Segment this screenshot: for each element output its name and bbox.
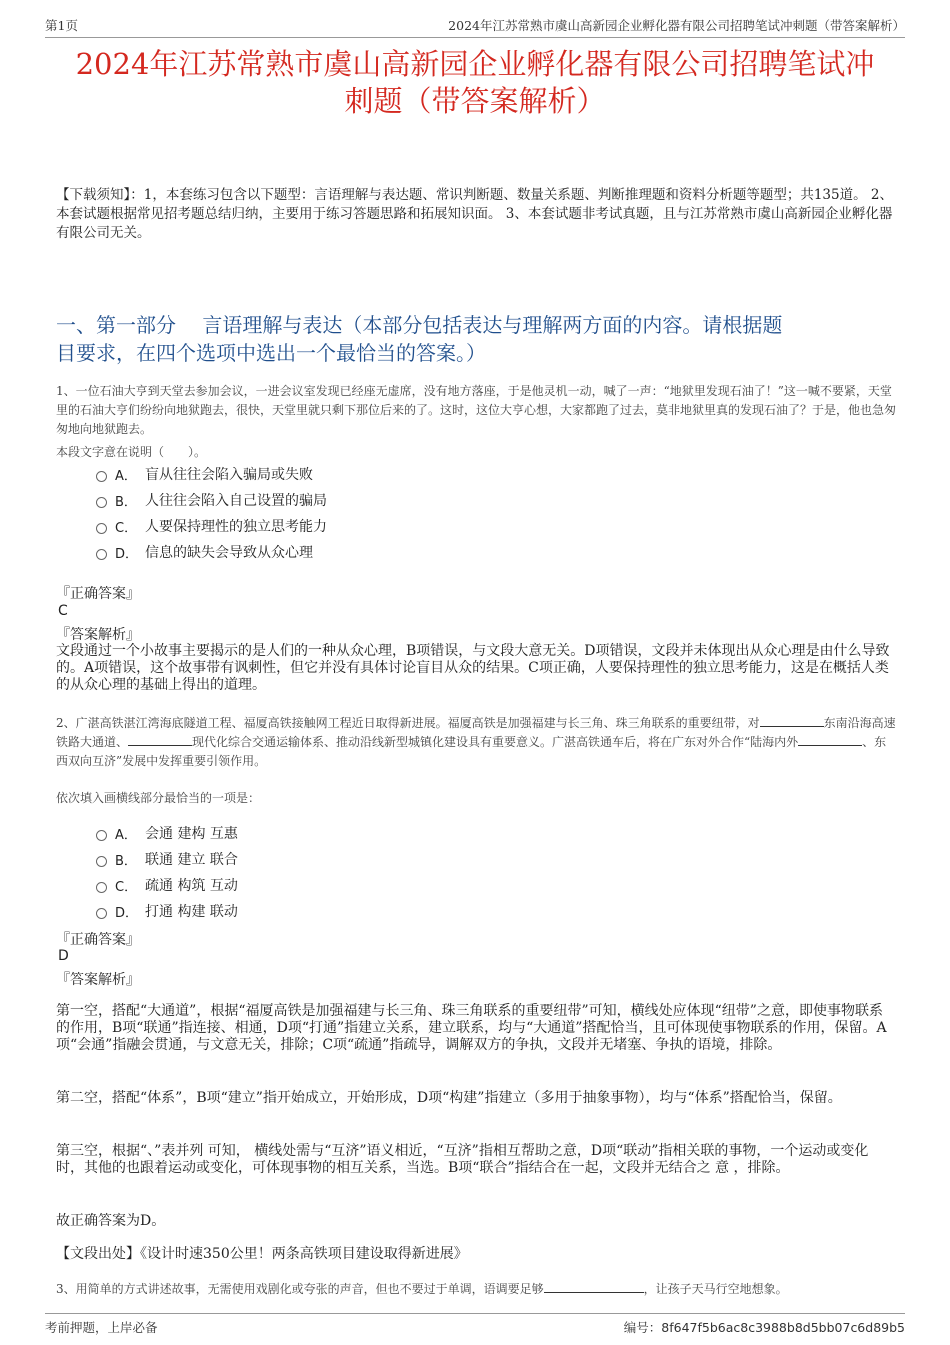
- page-number: 第1页: [45, 18, 78, 33]
- header-doc-title: 2024年江苏常熟市虞山高新园企业孵化器有限公司招聘笔试冲刺题（带答案解析）: [448, 18, 905, 33]
- analysis-paragraph-2: 第二空，搭配“体系”，B项“建立”指开始成立，开始形成，D项“构建”指建立（多用于抽象事物），均与“体系”搭配恰当，保留。: [56, 1090, 842, 1106]
- document-code: 编号：8f647f5b6ac8c3988b8d5bb07c6d89b5: [623, 1320, 905, 1335]
- fill-blank: [760, 714, 824, 727]
- option-c[interactable]: C． 疏通 构筑 互动: [96, 872, 596, 898]
- question-2-prompt: 依次填入画横线部分最恰当的一项是：: [56, 791, 261, 805]
- question-3-text: 3、用简单的方式讲述故事，无需使用戏剧化或夸张的声音，但也不要过于单调，语调要足够 ，让孩子天马行空地想象。: [56, 1282, 788, 1296]
- fill-blank: [798, 733, 862, 746]
- analysis-label: 『答案解析』: [56, 972, 140, 988]
- page-header: [45, 14, 905, 38]
- title-line-1: 2024年江苏常熟市虞山高新园企业孵化器有限公司招聘笔试冲: [75, 47, 875, 81]
- option-text: 联通 建立 联合: [145, 852, 238, 868]
- question-2-options: [96, 820, 596, 924]
- option-text: 打通 构建 联动: [145, 904, 238, 920]
- radio-button[interactable]: [96, 882, 107, 893]
- radio-button[interactable]: [96, 523, 107, 534]
- correct-answer-label: 『正确答案』: [56, 586, 140, 602]
- correct-answer: C: [58, 603, 68, 619]
- page-footer: [45, 1313, 905, 1336]
- radio-button[interactable]: [96, 856, 107, 867]
- option-text: 信息的缺失会导致从众心理: [145, 545, 313, 561]
- option-d[interactable]: D． 信息的缺失会导致从众心理: [96, 539, 596, 565]
- option-text: 盲从往往会陷入骗局或失败: [145, 467, 313, 483]
- question-1-text: 1、一位石油大亨到天堂去参加会议，一进会议室发现已经座无虚席，没有地方落座，于是他灵机一动，喊了一声：“地狱里发现石油了！”这一喊不要紧，天堂里的石油大亨们纷纷向地狱跑去，很快，天堂里就只剩下那位后来的了。这时，这位大亨心想，大家都跑了过去，莫非地狱里真的发现石油了？于是，他也急匆匆地向地狱跑去。: [56, 384, 897, 436]
- correct-answer-label: 『正确答案』: [56, 932, 140, 948]
- radio-button[interactable]: [96, 908, 107, 919]
- question-2-text: 2、广湛高铁湛江湾海底隧道工程、福厦高铁接触网工程近日取得新进展。福厦高铁是加强福建与长三角、珠三角联系的重要纽带，对 东南沿海高速铁路大通道、 现代化综合交通运输体系、推动沿线新型城镇化建设具有重要意义。广湛高铁通车后，将在广东对外合作“陆海内外 、东西双向互济”发展中发挥重要引领作用。: [56, 716, 896, 768]
- question-1-prompt: 本段文字意在说明（ ）。: [56, 445, 207, 459]
- radio-button[interactable]: [96, 549, 107, 560]
- radio-button[interactable]: [96, 830, 107, 841]
- analysis-conclusion: 故正确答案为D。: [56, 1213, 166, 1229]
- radio-button[interactable]: [96, 497, 107, 508]
- option-c[interactable]: C． 人要保持理性的独立思考能力: [96, 513, 596, 539]
- document-title: [45, 46, 905, 120]
- option-a[interactable]: A． 盲从往往会陷入骗局或失败: [96, 461, 596, 487]
- option-d[interactable]: D． 打通 构建 联动: [96, 898, 596, 924]
- source-citation: 【文段出处】《设计时速350公里！两条高铁项目建设取得新进展》: [56, 1246, 468, 1262]
- option-text: 疏通 构筑 互动: [145, 878, 238, 894]
- option-b[interactable]: B． 联通 建立 联合: [96, 846, 596, 872]
- option-text: 人要保持理性的独立思考能力: [145, 519, 327, 535]
- fill-blank: [128, 733, 192, 746]
- section-heading-line-1: 一、第一部分 言语理解与表达（本部分包括表达与理解两方面的内容。请根据题: [56, 313, 783, 337]
- fill-blank: [544, 1280, 644, 1293]
- radio-button[interactable]: [96, 471, 107, 482]
- title-line-2: 刺题（带答案解析）: [344, 84, 606, 118]
- correct-answer: D: [58, 948, 69, 964]
- option-a[interactable]: A． 会通 建构 互惠: [96, 820, 596, 846]
- section-heading-line-2: 目要求，在四个选项中选出一个最恰当的答案。）: [56, 341, 486, 365]
- analysis-paragraph-1: 第一空，搭配“大通道”，根据“福厦高铁是加强福建与长三角、珠三角联系的重要纽带”可知，横线处应体现“纽带”之意，即使事物联系的作用，B项“联通”指连接、相通，D项“打通”指建立关系，建立联系，均与“大通道”搭配恰当，且可体现使事物联系的作用，保留。A项“会通”指融会贯通，与文意无关，排除；C项“疏通”指疏导，调解双方的争执，文段并无堵塞、争执的语境，排除。: [56, 1003, 887, 1053]
- analysis-paragraph-3: 第三空，根据“、”表并列 可知， 横线处需与“互济”语义相近，“互济”指相互帮助之意，D项“联动”指相关联的事物，一个运动或变化时，其他的也跟着运动或变化，可体现事物的相互关系，当选。B项“联合”指结合在一起，文段并无结合之 意 ，排除。: [56, 1143, 869, 1176]
- footer-slogan: 考前押题，上岸必备: [45, 1320, 158, 1335]
- option-text: 会通 建构 互惠: [145, 826, 238, 842]
- option-b[interactable]: B． 人往往会陷入自己设置的骗局: [96, 487, 596, 513]
- question-1-options: [96, 461, 596, 565]
- option-text: 人往往会陷入自己设置的骗局: [145, 493, 327, 509]
- analysis-label: 『答案解析』: [56, 627, 140, 643]
- download-notice: 【下载须知】：1，本套练习包含以下题型：言语理解与表达题、常识判断题、数量关系题、判断推理题和资料分析题等题型；共135道。 2、本套试题根据常见招考题总结归纳，主要用于练习答题思路和拓展知识面。 3、本套试题非考试真题，且与江苏常熟市虞山高新园企业孵化器有限公司无关。: [56, 187, 893, 241]
- analysis-text: 文段通过一个小故事主要揭示的是人们的一种从众心理，B项错误，与文段大意无关。D项错误，文段并未体现出从众心理是由什么导致的。A项错误，这个故事带有讽刺性，但它并没有具体讨论盲目从众的结果。C项正确，人要保持理性的独立思考能力，这是在概括人类的从众心理的基础上得出的道理。: [56, 643, 890, 693]
- section-heading: [56, 311, 896, 367]
